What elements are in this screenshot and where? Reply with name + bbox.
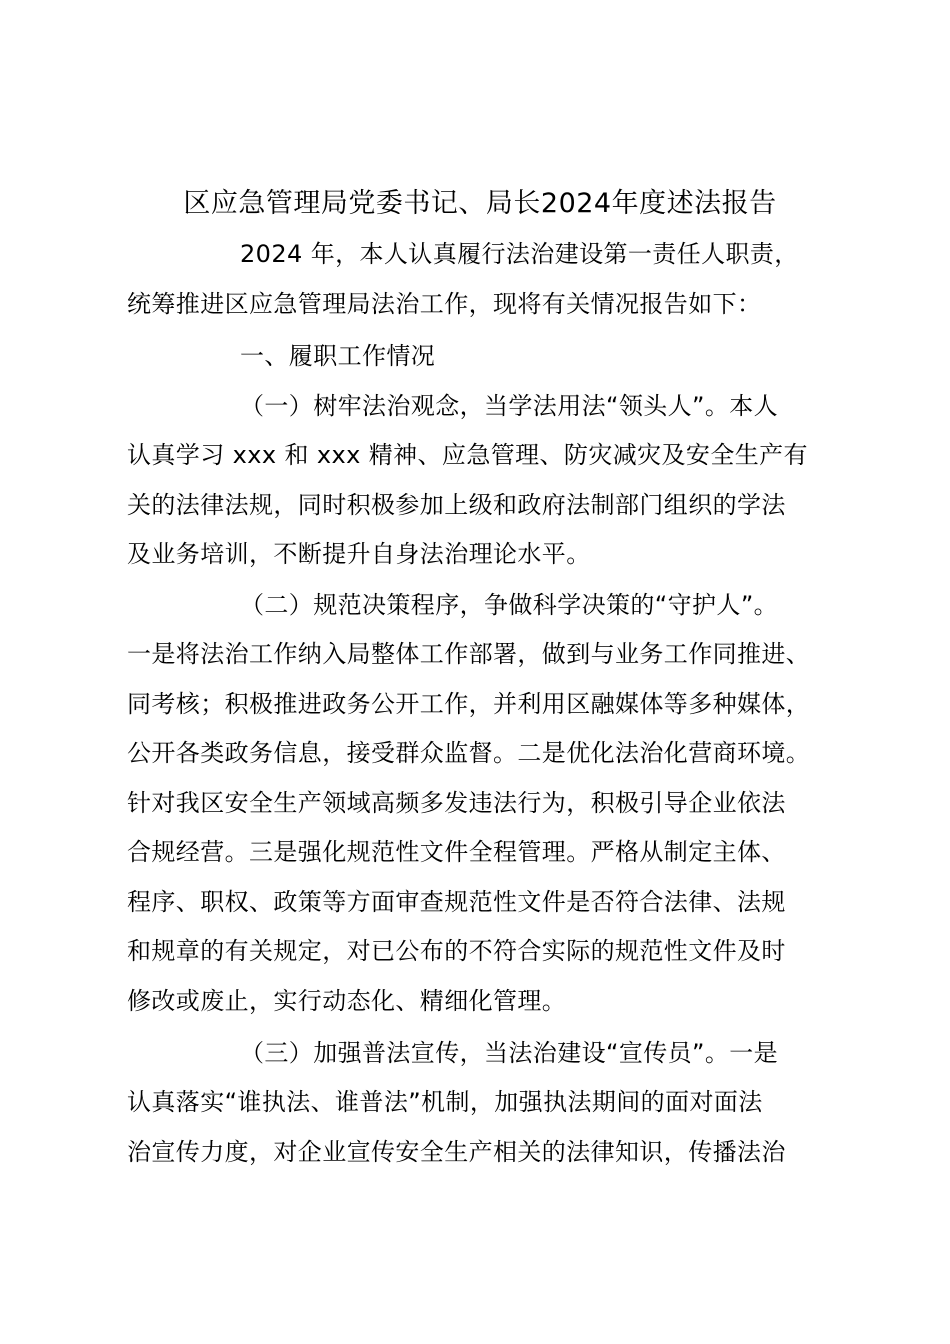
paragraph-line: 针对我区安全生产领域高频多发违法行为，积极引导企业依法: [127, 789, 786, 817]
paragraph-line: 程序、职权、政策等方面审查规范性文件是否符合法律、法规: [127, 888, 786, 916]
paragraph-line: 认真落实“谁执法、谁普法”机制，加强执法期间的面对面法: [127, 1088, 763, 1116]
paragraph-line: 修改或废止，实行动态化、精细化管理。: [127, 987, 567, 1015]
subsection-heading-line: （三）加强普法宣传，当法治建设“宣传员”。一是: [240, 1039, 779, 1067]
section-heading: 一、履职工作情况: [240, 342, 436, 370]
paragraph-line: 治宣传力度，对企业宣传安全生产相关的法律知识，传播法治: [127, 1138, 786, 1166]
paragraph-line: 合规经营。三是强化规范性文件全程管理。严格从制定主体、: [127, 838, 786, 866]
paragraph-line: 公开各类政务信息，接受群众监督。二是优化法治化营商环境。: [127, 739, 811, 767]
paragraph-line: 关的法律法规，同时积极参加上级和政府法制部门组织的学法: [127, 491, 786, 519]
subsection-heading-line: （二）规范决策程序，争做科学决策的“守护人”。: [240, 591, 779, 619]
paragraph-line: 统筹推进区应急管理局法治工作，现将有关情况报告如下：: [127, 290, 762, 318]
paragraph-line: 2024 年，本人认真履行法治建设第一责任人职责，: [240, 240, 799, 268]
paragraph-line: 同考核；积极推进政务公开工作，并利用区融媒体等多种媒体，: [127, 690, 811, 718]
paragraph-line: 一是将法治工作纳入局整体工作部署，做到与业务工作同推进、: [127, 640, 811, 668]
paragraph-line: 及业务培训，不断提升自身法治理论水平。: [127, 540, 591, 568]
document-title: 区应急管理局党委书记、局长2024年度述法报告: [183, 188, 777, 219]
paragraph-line: 认真学习 xxx 和 xxx 精神、应急管理、防灾减灾及安全生产有: [127, 441, 808, 469]
paragraph-line: 和规章的有关规定，对已公布的不符合实际的规范性文件及时: [127, 937, 786, 965]
subsection-heading-line: （一）树牢法治观念，当学法用法“领头人”。本人: [240, 392, 779, 420]
